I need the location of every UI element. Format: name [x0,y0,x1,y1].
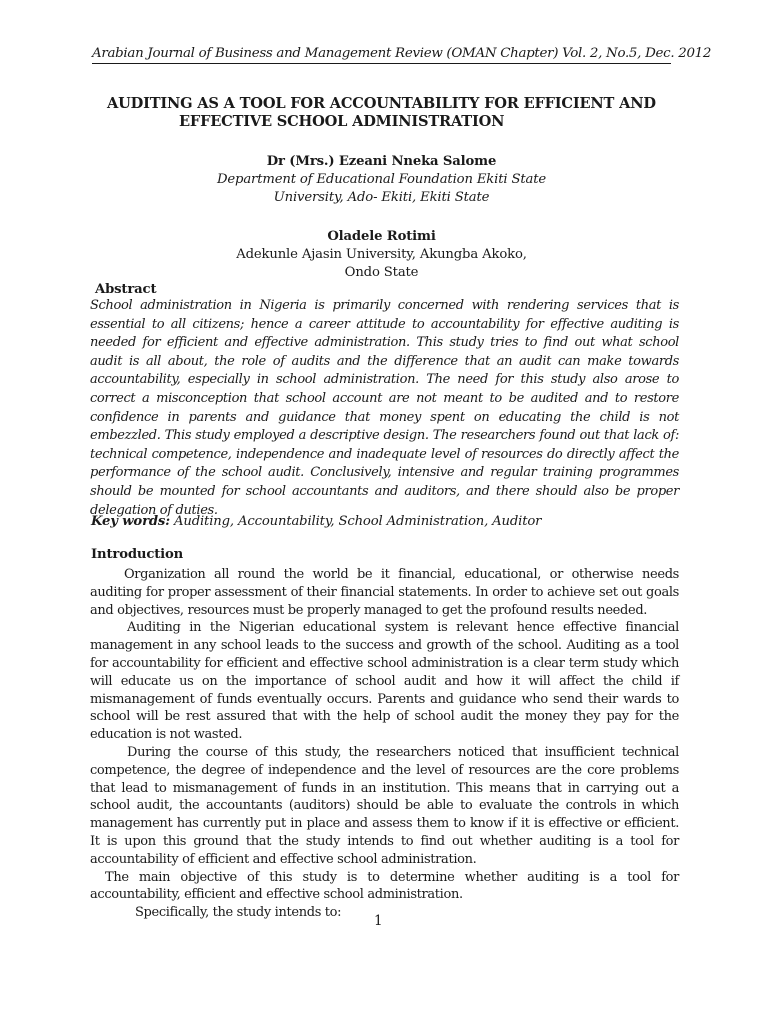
introduction-paragraph: During the course of this study, the researchers noticed that insufficient technical competence, the degree of independence and the level of resources are the core problems that lead to mismanagement of funds in an institution. This means that in carrying out a school audit, the accountants (auditors) should be able to evaluate the controls in which management has currently put in place and assess them to know if it is effective or efficient. It is upon this ground that the study intends to find out whether auditing is a tool for accountability of efficient and effective school administration. [90,744,679,867]
keywords-line [91,513,541,530]
introduction-paragraph: Organization all round the world be it financial, educational, or otherwise needs auditing for proper assessment of their financial statements. In order to achieve set out goals and objectives, resources must be properly managed to get the profound results needed. [90,567,679,618]
introduction-heading: Introduction [91,547,184,562]
abstract-body: School administration in Nigeria is primarily concerned with rendering services that is essential to all citizens; hence a career attitude to accountability for effective auditing is needed for efficient and effective administration. This study tries to find out what school audit is all about, the role of audits and the difference that an audit can make towards accountability, especially in school administration. The need for this study also arose to correct a misconception that school account are not meant to be audited and to restore confidence in parents and guidance that money spent on educating the child is not embezzled. This study employed a descriptive design. The researchers found out that lack of: technical competence, independence and inadequate level of resources do directly affect the performance of the school audit. Conclusively, intensive and regular training programmes should be mounted for school accountants and auditors, and there should also be proper delegation of duties. [90,298,679,518]
introduction-paragraph: Specifically, the study intends to: [135,905,342,921]
article-title [92,95,692,131]
author-2-affiliation [92,246,671,281]
author-2-name: Oladele Rotimi [327,229,436,244]
introduction-body [90,566,679,922]
abstract-heading: Abstract [95,282,157,297]
running-header: Arabian Journal of Business and Management Review (OMAN Chapter) Vol. 2, No.5, Dec. 2012 [92,46,671,64]
author-1-affiliation-line-2: University, Ado- Ekiti, Ekiti State [273,189,490,205]
introduction-paragraph: Auditing in the Nigerian educational system is relevant hence effective financial management in any school leads to the success and growth of the school. Auditing as a tool for accountability for efficient and effective school administration is a clear term study which will educate us on the importance of school audit and how it will affect the child if mismanagement of funds eventually occurs. Parents and guidance who send their wards to school will be rest assured that with the help of school audit the money they pay for the education is not wasted. [90,620,679,743]
article-title-line-1: AUDITING AS A TOOL FOR ACCOUNTABILITY FOR EFFICIENT AND [107,95,656,112]
author-1-name: Dr (Mrs.) Ezeani Nneka Salome [266,154,497,169]
author-2-affiliation-line-2: Ondo State [344,264,419,280]
introduction-paragraph: The main objective of this study is to determine whether auditing is a tool for accountability, efficient and effective school administration. [90,869,679,903]
author-1-affiliation [92,171,671,206]
page-number: 1 [374,913,383,929]
keywords-text: Auditing, Accountability, School Administration, Auditor [169,514,542,529]
author-2-affiliation-line-1: Adekunle Ajasin University, Akungba Akoko, [236,247,527,262]
keywords-label: Key words: [91,514,170,529]
article-title-line-2: EFFECTIVE SCHOOL ADMINISTRATION [179,113,505,130]
author-1-affiliation-line-1: Department of Educational Foundation Ekiti State [216,172,547,187]
